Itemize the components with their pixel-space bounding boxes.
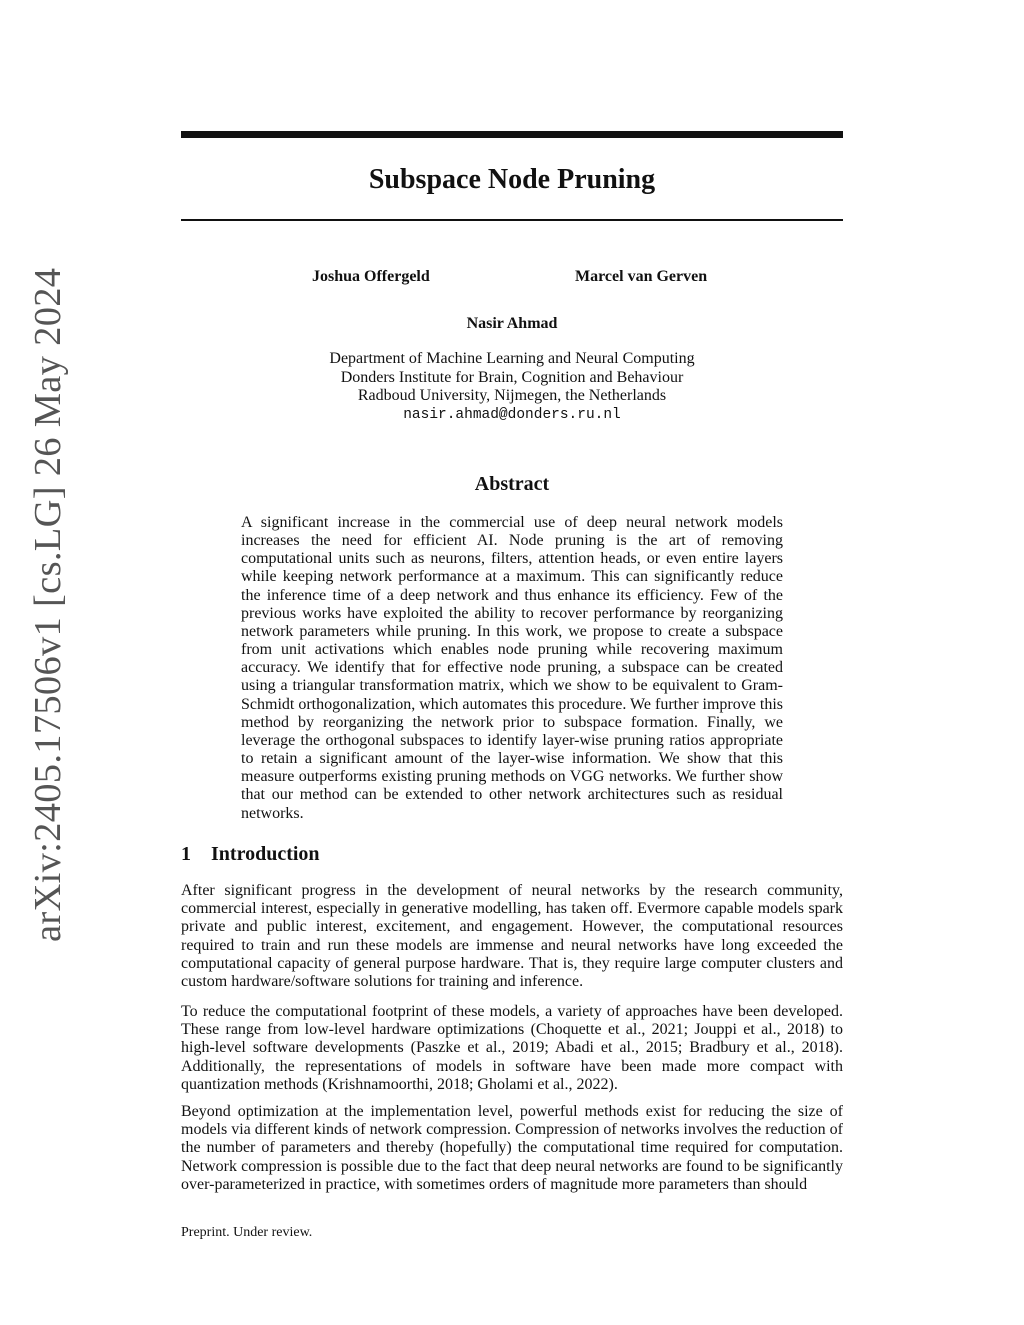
arxiv-identifier-stamp: arXiv:2405.17506v1 [cs.LG] 26 May 2024 [27, 267, 69, 942]
section-heading [181, 841, 320, 867]
body-paragraph: Beyond optimization at the implementation level, powerful methods exist for reducing the size of models via different kinds of network compression. Compression of networks involves the reduction of the number of parameters and thereby (hopefully) the computational time required for computation. Network compression is possible due to the fact that deep neural networks are found to be significantly over-parameterized in practice, with sometimes orders of magnitude more parameters than should [181, 1103, 843, 1193]
affiliation-block [181, 350, 843, 424]
abstract-heading: Abstract [474, 473, 550, 495]
author-email: nasir.ahmad@donders.ru.nl [403, 406, 621, 423]
affiliation-line: Donders Institute for Brain, Cognition and Behaviour [340, 368, 684, 386]
abstract-text: A significant increase in the commercial use of deep neural network models increases the need for efficient AI. Node pruning is the art of removing computational units such as neurons, filters, attention heads, or even entire layers while keeping network performance at a maximum. This can significantly reduce the inference time of a deep network and thus enhance its efficiency. Few of the previous works have exploited the ability to recover performance by reorganizing network parameters while pruning. In this work, we propose to create a subspace from unit activations which enables node pruning while recovering maximum accuracy. We identify that for effective node pruning, a subspace can be created using a triangular transformation matrix, which we show to be equivalent to Gram-Schmidt orthogonalization, which automates this procedure. We further improve this method by reorganizing the network prior to subspace formation. Finally, we leverage the orthogonal subspaces to identify layer-wise pruning ratios appropriate to retain a significant amount of the layer-wise information. We show that this measure outperforms existing pruning methods on VGG networks. We further show that our method can be extended to other network architectures such as residual networks. [241, 514, 783, 822]
section-number: 1 [181, 843, 191, 865]
title-bottom-rule [181, 219, 843, 221]
affiliation-line: Radboud University, Nijmegen, the Netherlands [357, 387, 667, 404]
preprint-footer: Preprint. Under review. [181, 1225, 313, 1240]
author-name: Joshua Offergeld [312, 268, 430, 285]
title-top-rule [181, 131, 843, 138]
paper-title: Subspace Node Pruning [368, 164, 656, 195]
body-paragraph: After significant progress in the development of neural networks by the research community, commercial interest, especially in generative modelling, has taken off. Evermore capable models spark private and public interest, excitement, and engagement. However, the computational resources required to train and run these models are immense and neural networks have long exceeded the computational capacity of general purpose hardware. That is, they require large computer clusters and custom hardware/software solutions for training and inference. [181, 882, 843, 991]
section-title: Introduction [211, 843, 320, 865]
affiliation-line: Department of Machine Learning and Neural Computing [329, 350, 695, 367]
author-name: Nasir Ahmad [466, 315, 558, 332]
body-paragraph: To reduce the computational footprint of these models, a variety of approaches have been developed. These range from low-level hardware optimizations (Choquette et al., 2021; Jouppi et al., 2018) to high-level software developments (Paszke et al., 2019; Abadi et al., 2015; Bradbury et al., 2018). Additionally, the representations of models in software have been made more compact with quantization methods (Krishnamoorthi, 2018; Gholami et al., 2022). [181, 1003, 843, 1093]
author-name: Marcel van Gerven [575, 268, 708, 285]
